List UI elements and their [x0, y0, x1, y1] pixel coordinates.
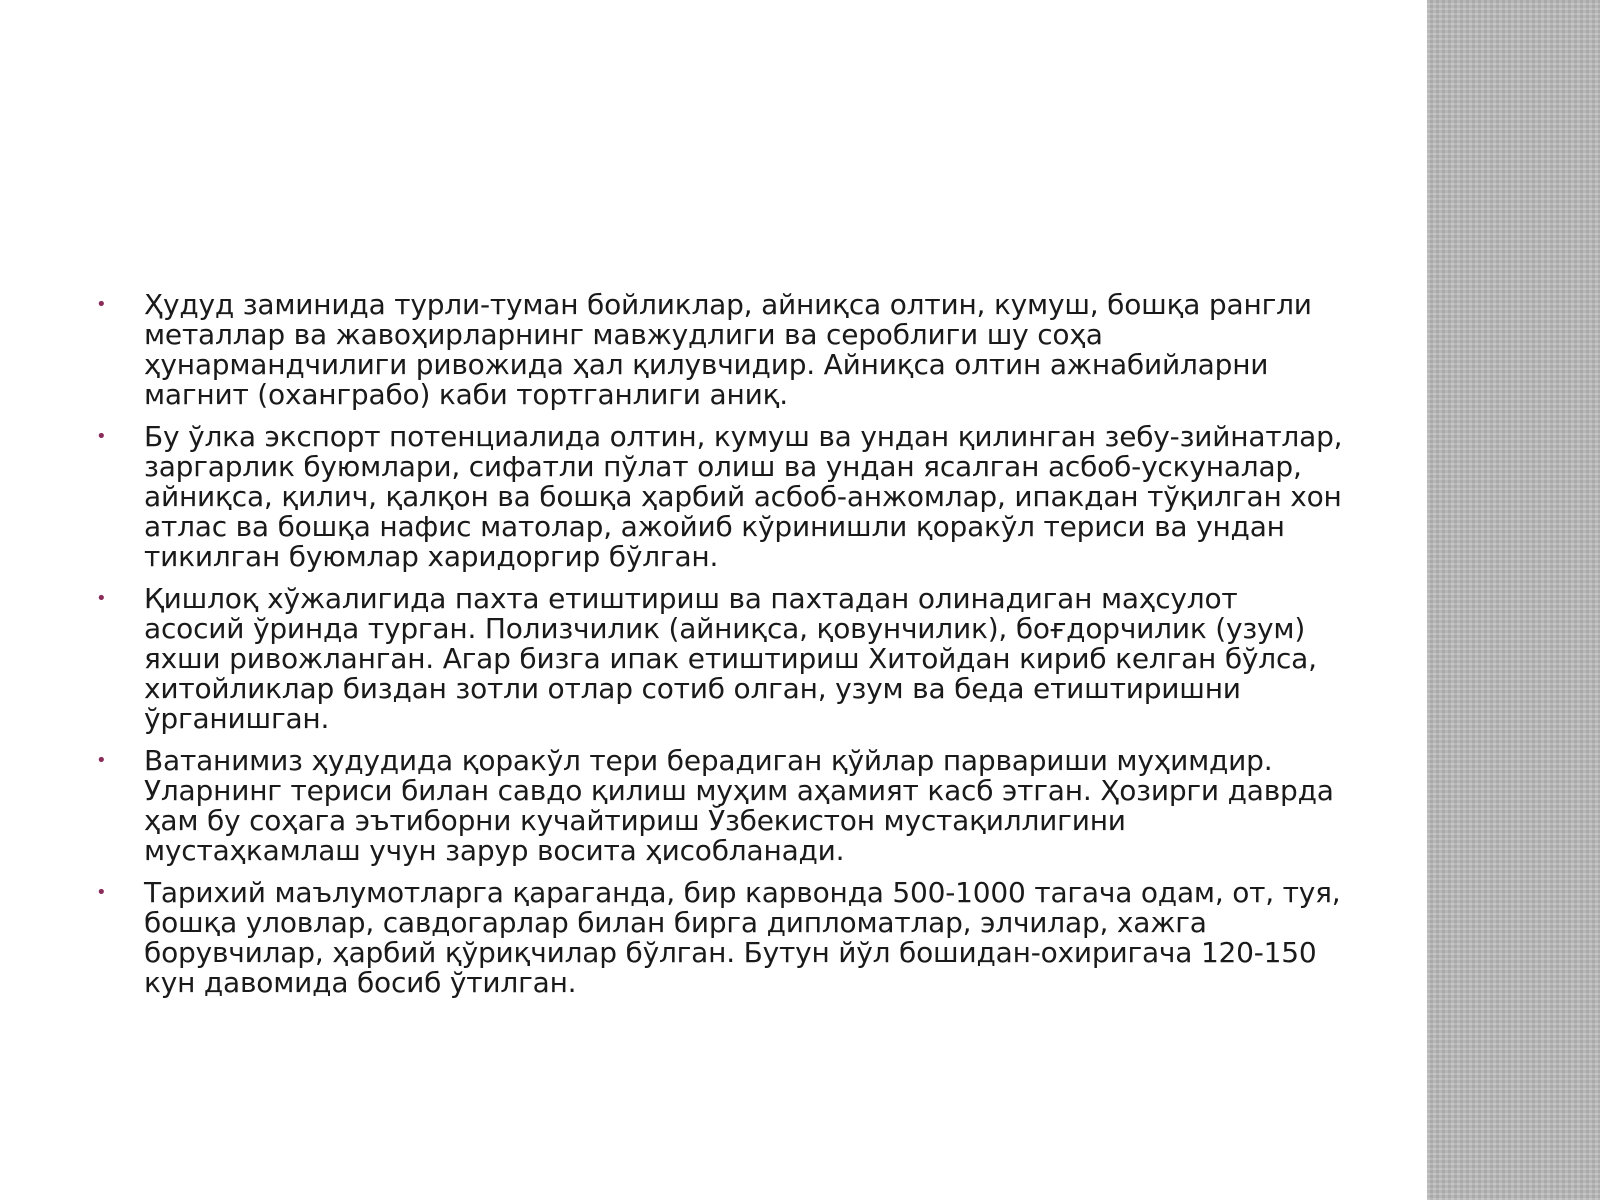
bullet-item	[96, 422, 1346, 572]
bullet-dot-icon: •	[96, 882, 107, 903]
bullet-item	[96, 878, 1346, 998]
bullet-item	[96, 584, 1346, 734]
bullet-item	[96, 746, 1346, 866]
bullet-dot-icon: •	[96, 750, 107, 771]
bullet-dot-icon: •	[96, 426, 107, 447]
bullet-text: Тарихий маълумотларга қараганда, бир карвонда 500-1000 тагача одам, от, туя, бошқа уловлар, савдогарлар билан бирга дипломатлар, элчилар, хажга борувчилар, ҳарбий қўриқчилар бўлган. Бутун йўл бошидан-охиригача 120-150 кун давомида босиб ўтилган.	[144, 876, 1341, 999]
side-accent-band	[1427, 0, 1600, 1200]
bullet-text: Ҳудуд заминида турли-туман бойликлар, айниқса олтин, кумуш, бошқа рангли металлар ва жавоҳирларнинг мавжудлиги ва сероблиги шу соҳа ҳунармандчилиги ривожида ҳал қилувчидир. Айниқса олтин ажнабийларни магнит (оханграбо) каби тортганлиги аниқ.	[144, 288, 1312, 411]
bullet-item	[96, 290, 1346, 410]
bullet-dot-icon: •	[96, 588, 107, 609]
bullet-list	[96, 290, 1346, 998]
bullet-text: Бу ўлка экспорт потенциалида олтин, кумуш ва ундан қилинган зебу-зийнатлар, заргарлик буюмлари, сифатли пўлат олиш ва ундан ясалган асбоб-ускуналар, айниқса, қилич, қалқон ва бошқа ҳарбий асбоб-анжомлар, ипакдан тўқилган хон атлас ва бошқа нафис матолар, ажойиб кўринишли қоракўл териси ва ундан тикилган буюмлар харидоргир бўлган.	[144, 420, 1343, 573]
bullet-text: Ватанимиз ҳудудида қоракўл тери берадиган қўйлар парвариши муҳимдир. Уларнинг териси билан савдо қилиш муҳим аҳамият касб этган. Ҳозирги даврда ҳам бу соҳага эътиборни кучайтириш Ўзбекистон мустақиллигини мустаҳкамлаш учун зарур восита ҳисобланади.	[144, 744, 1334, 867]
bullet-text: Қишлоқ хўжалигида пахта етиштириш ва пахтадан олинадиган маҳсулот асосий ўринда турган. Полизчилик (айниқса, қовунчилик), боғдорчилик (узум) яхши ривожланган. Агар бизга ипак етиштириш Хитойдан кириб келган бўлса, хитойликлар биздан зотли отлар сотиб олган, узум ва беда етиштиришни ўрганишган.	[144, 582, 1317, 735]
bullet-dot-icon: •	[96, 294, 107, 315]
slide-body	[96, 290, 1346, 1010]
